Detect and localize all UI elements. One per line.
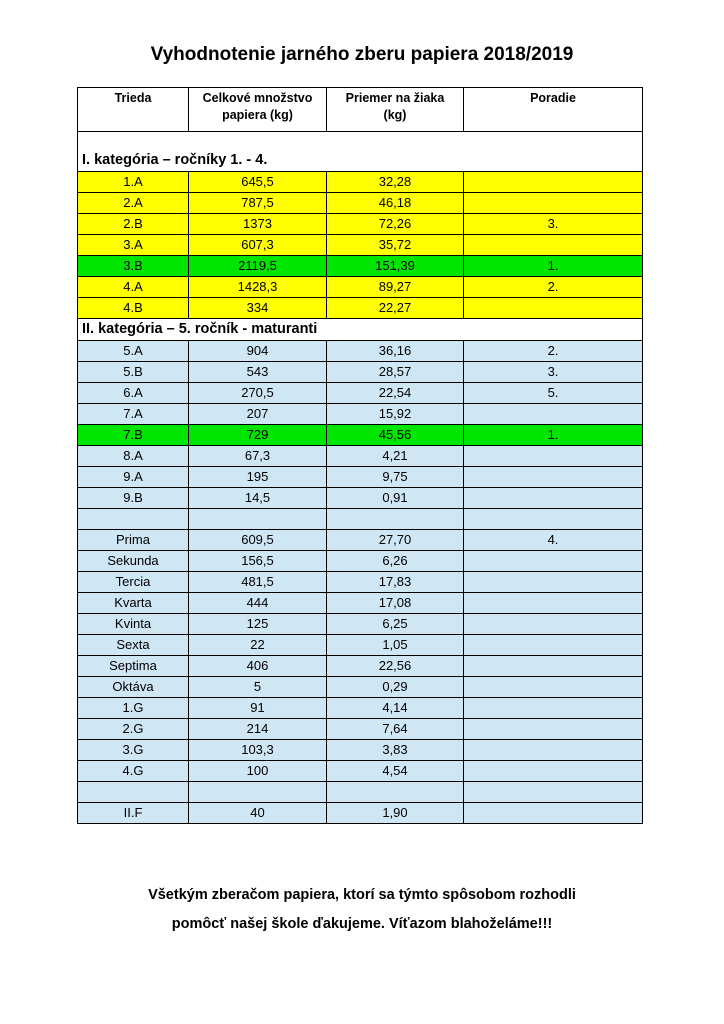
cell-celkove: 729 — [189, 425, 327, 446]
cell-trieda: 4.A — [78, 277, 189, 298]
cell-trieda: 7.B — [78, 425, 189, 446]
cell-trieda: 2.B — [78, 214, 189, 235]
cell-trieda: Kvinta — [78, 614, 189, 635]
table-row — [78, 530, 643, 551]
cell-celkove: 444 — [189, 593, 327, 614]
cell-poradie — [464, 551, 643, 572]
cell-priemer: 3,83 — [327, 740, 464, 761]
table-row — [78, 214, 643, 235]
cell-trieda: 3.B — [78, 256, 189, 277]
cell-celkove: 2119,5 — [189, 256, 327, 277]
cell-celkove: 609,5 — [189, 530, 327, 551]
cell-priemer: 17,83 — [327, 572, 464, 593]
category-row-2 — [78, 319, 643, 341]
cell-poradie: 3. — [464, 362, 643, 383]
cell-celkove: 207 — [189, 404, 327, 425]
cell-trieda: Sexta — [78, 635, 189, 656]
cell-priemer: 22,54 — [327, 383, 464, 404]
table-row — [78, 298, 643, 319]
empty-row — [78, 509, 643, 530]
cell-poradie: 4. — [464, 530, 643, 551]
cell-celkove: 1373 — [189, 214, 327, 235]
cell-priemer: 32,28 — [327, 172, 464, 193]
cell-celkove: 543 — [189, 362, 327, 383]
cell-trieda: 3.G — [78, 740, 189, 761]
cell-priemer: 15,92 — [327, 404, 464, 425]
cell-priemer: 22,27 — [327, 298, 464, 319]
table-row — [78, 467, 643, 488]
cell-trieda: 5.B — [78, 362, 189, 383]
cell-celkove: 1428,3 — [189, 277, 327, 298]
cell-priemer: 46,18 — [327, 193, 464, 214]
cell-poradie — [464, 635, 643, 656]
cell-priemer: 17,08 — [327, 593, 464, 614]
cell-priemer: 89,27 — [327, 277, 464, 298]
cell-poradie — [464, 172, 643, 193]
cell-poradie: 3. — [464, 214, 643, 235]
table-row — [78, 551, 643, 572]
category-row-1 — [78, 150, 643, 172]
cell-priemer: 27,70 — [327, 530, 464, 551]
cell-celkove: 5 — [189, 677, 327, 698]
table-row — [78, 193, 643, 214]
cell-trieda: 1.G — [78, 698, 189, 719]
cell-celkove: 334 — [189, 298, 327, 319]
cell-celkove: 904 — [189, 341, 327, 362]
header-priemer: Priemer na žiaka (kg) — [327, 88, 464, 132]
table-row — [78, 362, 643, 383]
header-celkove: Celkové množstvo papiera (kg) — [189, 88, 327, 132]
thank-you-line-2: pomôcť našej škole ďakujeme. Víťazom blahoželáme!!! — [171, 916, 553, 932]
table-row — [78, 740, 643, 761]
cell-celkove: 645,5 — [189, 172, 327, 193]
cell-priemer: 45,56 — [327, 425, 464, 446]
table-row-winner — [78, 256, 643, 277]
cell-trieda: 7.A — [78, 404, 189, 425]
cell-poradie: 1. — [464, 425, 643, 446]
cell-trieda: Tercia — [78, 572, 189, 593]
cell-poradie — [464, 235, 643, 256]
cell-priemer: 151,39 — [327, 256, 464, 277]
cell-trieda: 2.A — [78, 193, 189, 214]
cell-poradie: 5. — [464, 383, 643, 404]
cell-poradie — [464, 467, 643, 488]
cell-trieda: 9.A — [78, 467, 189, 488]
cell-priemer: 22,56 — [327, 656, 464, 677]
cell-trieda: II.F — [78, 803, 189, 824]
table-row — [78, 656, 643, 677]
cell-priemer: 9,75 — [327, 467, 464, 488]
cell-poradie — [464, 593, 643, 614]
table-row — [78, 172, 643, 193]
cell-celkove: 125 — [189, 614, 327, 635]
cell-priemer: 6,25 — [327, 614, 464, 635]
cell-priemer: 7,64 — [327, 719, 464, 740]
table-row — [78, 719, 643, 740]
page-title: Vyhodnotenie jarného zberu papiera 2018/2019 — [150, 44, 574, 65]
cell-poradie — [464, 740, 643, 761]
cell-priemer: 1,90 — [327, 803, 464, 824]
cell-poradie: 2. — [464, 341, 643, 362]
cell-priemer: 1,05 — [327, 635, 464, 656]
spacer-row — [78, 132, 643, 151]
cell-trieda: Sekunda — [78, 551, 189, 572]
table-row — [78, 803, 643, 824]
table-row — [78, 404, 643, 425]
table-row — [78, 277, 643, 298]
table-row — [78, 593, 643, 614]
cell-trieda: 4.B — [78, 298, 189, 319]
cell-poradie — [464, 298, 643, 319]
cell-poradie — [464, 614, 643, 635]
cell-poradie — [464, 803, 643, 824]
header-poradie: Poradie — [464, 88, 643, 132]
cell-trieda: 3.A — [78, 235, 189, 256]
cell-poradie — [464, 572, 643, 593]
cell-trieda: 8.A — [78, 446, 189, 467]
table-row — [78, 446, 643, 467]
cell-priemer: 36,16 — [327, 341, 464, 362]
cell-celkove: 406 — [189, 656, 327, 677]
cell-trieda: 6.A — [78, 383, 189, 404]
cell-celkove: 100 — [189, 761, 327, 782]
table-row — [78, 341, 643, 362]
cell-priemer: 4,14 — [327, 698, 464, 719]
cell-poradie — [464, 193, 643, 214]
thank-you-line-1: Všetkým zberačom papiera, ktorí sa týmto spôsobom rozhodli — [148, 887, 576, 903]
cell-trieda: 2.G — [78, 719, 189, 740]
cell-trieda: Oktáva — [78, 677, 189, 698]
table-row-winner — [78, 425, 643, 446]
table-row — [78, 635, 643, 656]
cell-trieda: Septima — [78, 656, 189, 677]
cell-poradie — [464, 446, 643, 467]
cell-priemer: 28,57 — [327, 362, 464, 383]
table-row — [78, 698, 643, 719]
cell-celkove: 156,5 — [189, 551, 327, 572]
cell-celkove: 481,5 — [189, 572, 327, 593]
cell-poradie — [464, 404, 643, 425]
cell-celkove: 67,3 — [189, 446, 327, 467]
cell-poradie — [464, 719, 643, 740]
cell-celkove: 787,5 — [189, 193, 327, 214]
cell-priemer: 0,91 — [327, 488, 464, 509]
cell-poradie — [464, 488, 643, 509]
cell-priemer: 6,26 — [327, 551, 464, 572]
category-label: I. kategória – ročníky 1. - 4. — [78, 150, 643, 172]
cell-poradie — [464, 761, 643, 782]
table-row — [78, 572, 643, 593]
cell-trieda: Prima — [78, 530, 189, 551]
table-row — [78, 235, 643, 256]
table-row — [78, 383, 643, 404]
category-label: II. kategória – 5. ročník - maturanti — [78, 319, 643, 341]
cell-trieda: 9.B — [78, 488, 189, 509]
empty-row — [78, 782, 643, 803]
table-row — [78, 614, 643, 635]
cell-celkove: 22 — [189, 635, 327, 656]
cell-celkove: 14,5 — [189, 488, 327, 509]
table-row — [78, 488, 643, 509]
cell-poradie — [464, 656, 643, 677]
cell-celkove: 40 — [189, 803, 327, 824]
table-row — [78, 761, 643, 782]
cell-trieda: 5.A — [78, 341, 189, 362]
cell-celkove: 103,3 — [189, 740, 327, 761]
table-row — [78, 677, 643, 698]
cell-celkove: 195 — [189, 467, 327, 488]
header-row — [78, 88, 643, 132]
cell-poradie: 2. — [464, 277, 643, 298]
cell-celkove: 270,5 — [189, 383, 327, 404]
header-trieda: Trieda — [78, 88, 189, 132]
cell-priemer: 4,54 — [327, 761, 464, 782]
cell-celkove: 214 — [189, 719, 327, 740]
cell-priemer: 4,21 — [327, 446, 464, 467]
cell-priemer: 72,26 — [327, 214, 464, 235]
cell-poradie: 1. — [464, 256, 643, 277]
results-table — [77, 87, 643, 824]
cell-trieda: 4.G — [78, 761, 189, 782]
cell-celkove: 607,3 — [189, 235, 327, 256]
cell-priemer: 35,72 — [327, 235, 464, 256]
thank-you-note — [0, 881, 724, 939]
cell-priemer: 0,29 — [327, 677, 464, 698]
cell-trieda: 1.A — [78, 172, 189, 193]
cell-celkove: 91 — [189, 698, 327, 719]
cell-trieda: Kvarta — [78, 593, 189, 614]
cell-poradie — [464, 698, 643, 719]
cell-poradie — [464, 677, 643, 698]
